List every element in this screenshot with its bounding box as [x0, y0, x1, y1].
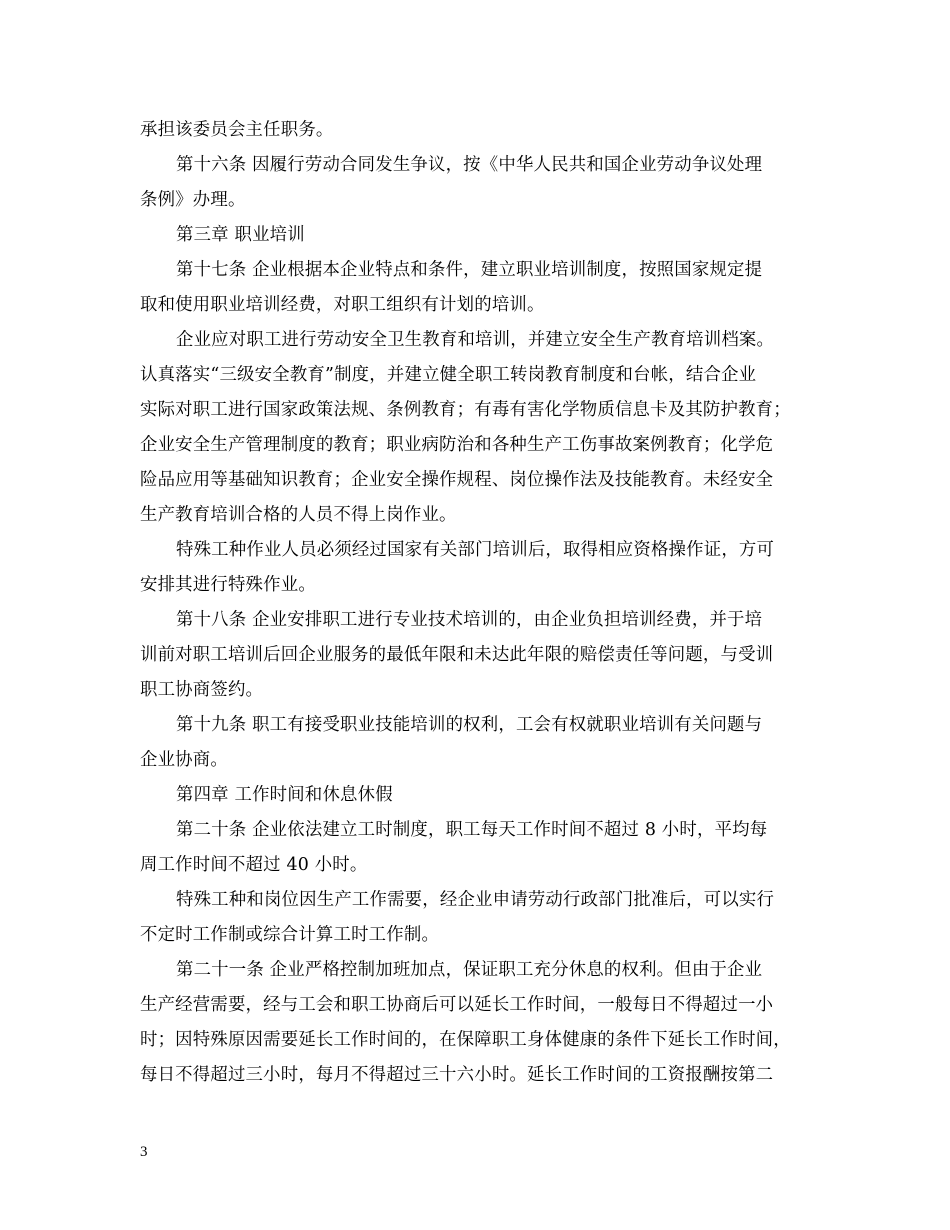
text-line: 不定时工作制或综合计算工时工作制。	[140, 925, 440, 945]
paragraph-start-line: 特殊工种和岗位因生产工作需要，经企业申请劳动行政部门批准后，可以实行	[176, 890, 775, 910]
text-line: 条例》办理。	[140, 190, 246, 210]
page-number: 3	[140, 1144, 148, 1160]
article-18-line: 第十八条 企业安排职工进行专业技术培训的，由企业负担培训经费，并于培	[176, 610, 763, 630]
text-line: 企业协商。	[140, 750, 228, 770]
text-line: 认真落实“三级安全教育”制度，并建立健全职工转岗教育制度和台帐，结合企业	[140, 365, 757, 385]
text-line: 实际对职工进行国家政策法规、条例教育；有毒有害化学物质信息卡及其防护教育；	[140, 400, 791, 420]
article-21-line: 第二十一条 企业严格控制加班加点，保证职工充分休息的权利。但由于企业	[176, 960, 763, 980]
text-line: 生产经营需要，经与工会和职工协商后可以延长工作时间，一般每日不得超过一小	[140, 995, 774, 1015]
text-line: 训前对职工培训后回企业服务的最低年限和未达此年限的赔偿责任等问题，与受训	[140, 645, 774, 665]
text-line: 安排其进行特殊作业。	[140, 575, 316, 595]
text-line: 险品应用等基础知识教育；企业安全操作规程、岗位操作法及技能教育。未经安全	[140, 470, 774, 490]
article-16-line: 第十六条 因履行劳动合同发生争议，按《中华人民共和国企业劳动争议处理	[176, 155, 763, 175]
article-20-line: 第二十条 企业依法建立工时制度，职工每天工作时间不超过 8 小时，平均每	[176, 820, 768, 840]
text-line: 职工协商签约。	[140, 680, 264, 700]
text-line: 周工作时间不超过 40 小时。	[140, 855, 368, 875]
text-line: 取和使用职业培训经费，对职工组织有计划的培训。	[140, 295, 545, 315]
paragraph-start-line: 特殊工种作业人员必须经过国家有关部门培训后，取得相应资格操作证，方可	[176, 540, 775, 560]
text-line: 每日不得超过三小时，每月不得超过三十六小时。延长工作时间的工资报酬按第二	[140, 1065, 774, 1085]
paragraph-start-line: 企业应对职工进行劳动安全卫生教育和培训，并建立安全生产教育培训档案。	[176, 330, 775, 350]
text-line: 时；因特殊原因需要延长工作时间的，在保障职工身体健康的条件下延长工作时间，	[140, 1030, 791, 1050]
article-19-line: 第十九条 职工有接受职业技能培训的权利，工会有权就职业培训有关问题与	[176, 715, 763, 735]
text-line: 生产教育培训合格的人员不得上岗作业。	[140, 505, 457, 525]
chapter-3-heading: 第三章 职业培训	[176, 225, 305, 245]
article-17-line: 第十七条 企业根据本企业特点和条件，建立职业培训制度，按照国家规定提	[176, 260, 763, 280]
text-line: 企业安全生产管理制度的教育；职业病防治和各种生产工伤事故案例教育；化学危	[140, 435, 774, 455]
text-line: 承担该委员会主任职务。	[140, 120, 334, 140]
chapter-4-heading: 第四章 工作时间和休息休假	[176, 785, 393, 805]
